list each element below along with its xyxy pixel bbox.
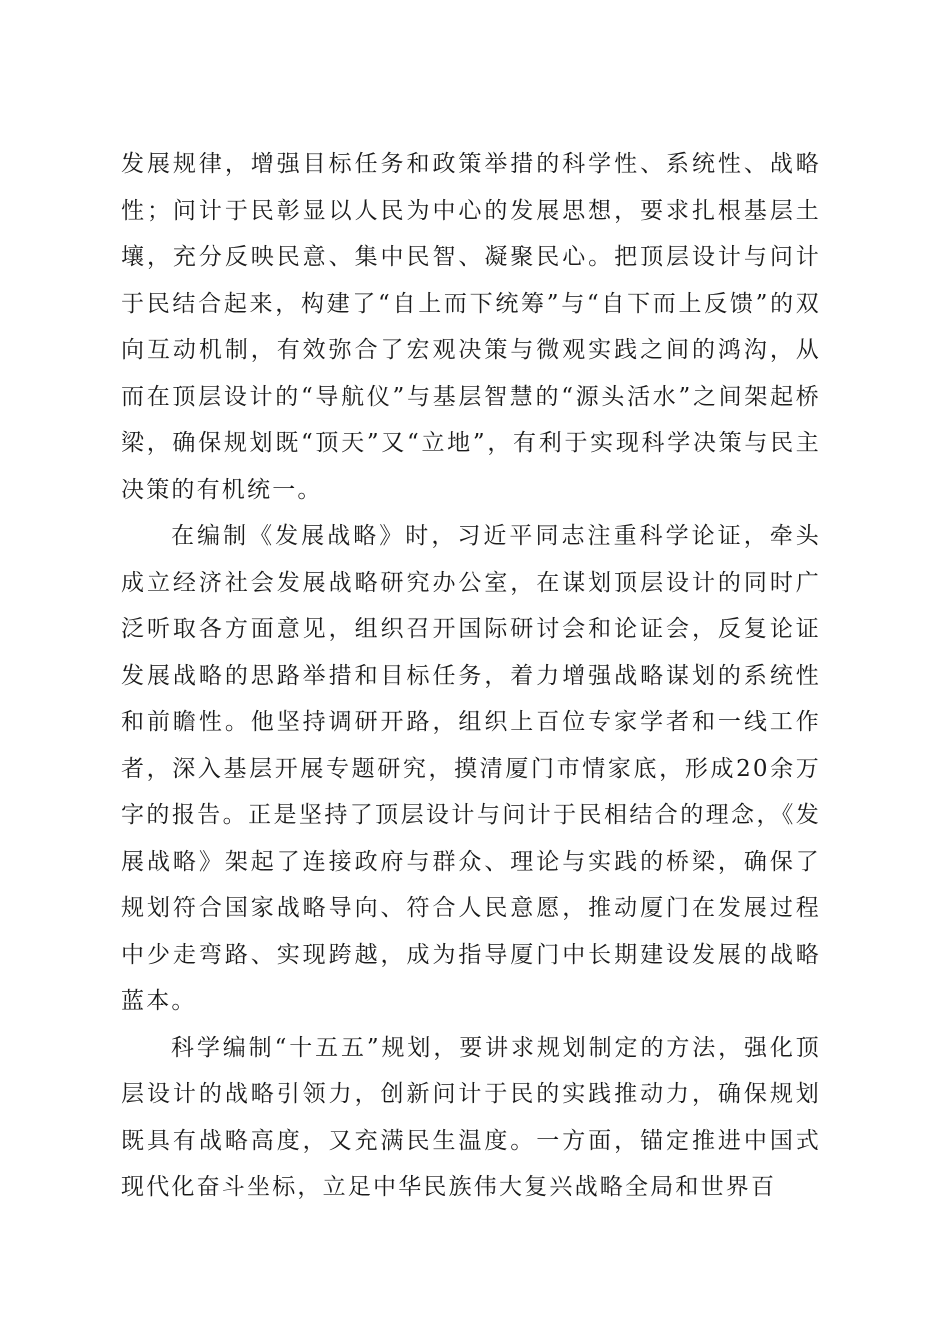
body-paragraph-2: 在编制《发展战略》时，习近平同志注重科学论证，牵头成立经济社会发展战略研究办公室，在谋划顶层设计的同时广泛听取各方面意见，组织召开国际研讨会和论证会，反复论证发展战略的思路举措和目标任务，着力增强战略谋划的系统性和前瞻性。他坚持调研开路，组织上百位专家学者和一线工作者，深入基层开展专题研究，摸清厦门市情家底，形成20余万字的报告。正是坚持了顶层设计与问计于民相结合的理念，《发展战略》架起了连接政府与群众、理论与实践的桥梁，确保了规划符合国家战略导向、符合人民意愿，推动厦门在发展过程中少走弯路、实现跨越，成为指导厦门中长期建设发展的战略蓝本。 xyxy=(121,523,821,1014)
body-paragraph-3: 科学编制“十五五”规划，要讲求规划制定的方法，强化顶层设计的战略引领力，创新问计于民的实践推动力，确保规划既具有战略高度，又充满民生温度。一方面，锚定推进中国式现代化奋斗坐标，立足中华民族伟大复兴战略全局和世界百 xyxy=(121,1034,821,1200)
document-page xyxy=(121,141,821,1211)
body-paragraph-1: 发展规律，增强目标任务和政策举措的科学性、系统性、战略性；问计于民彰显以人民为中心的发展思想，要求扎根基层土壤，充分反映民意、集中民智、凝聚民心。把顶层设计与问计于民结合起来，构建了“自上而下统筹”与“自下而上反馈”的双向互动机制，有效弥合了宏观决策与微观实践之间的鸿沟，从而在顶层设计的“导航仪”与基层智慧的“源头活水”之间架起桥梁，确保规划既“顶天”又“立地”，有利于实现科学决策与民主决策的有机统一。 xyxy=(121,151,821,503)
